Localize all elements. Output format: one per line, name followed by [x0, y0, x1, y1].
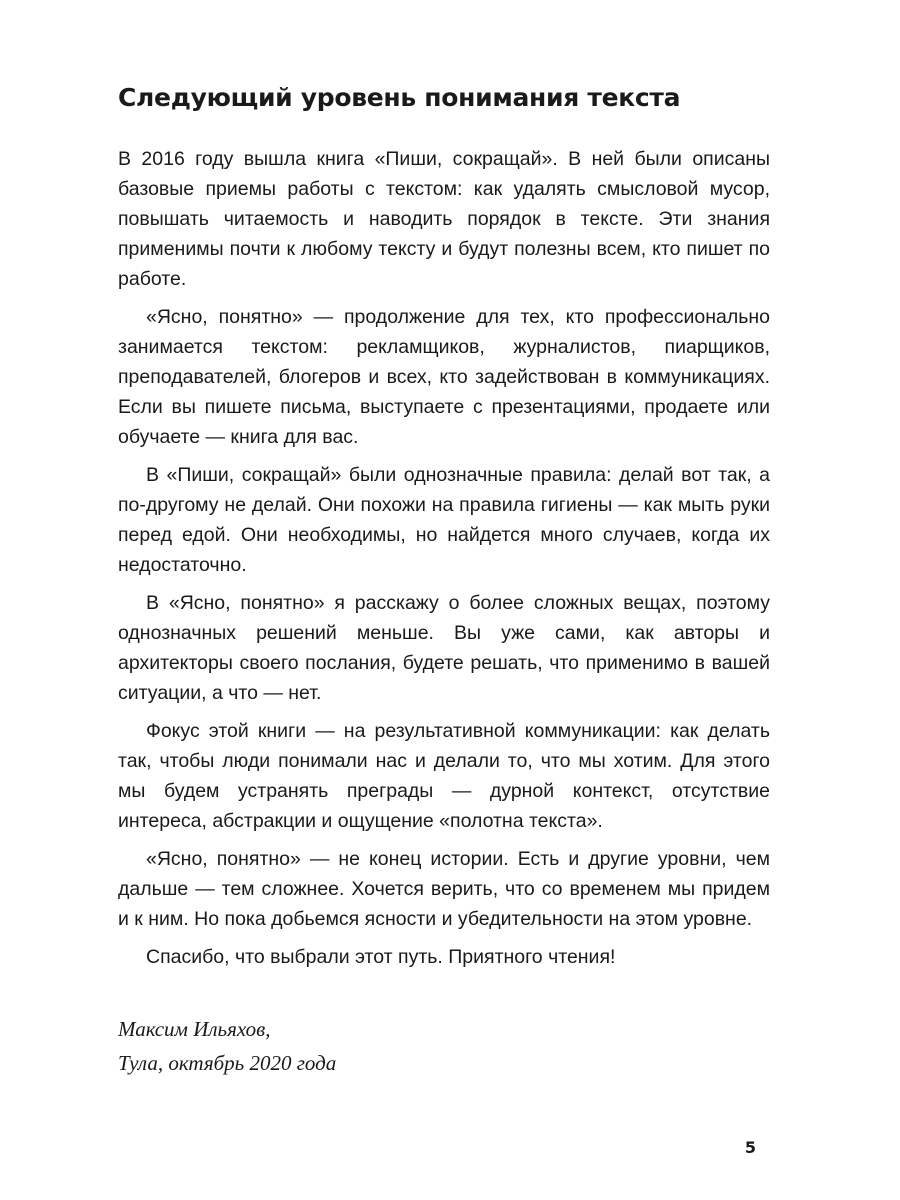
paragraph-3: В «Пиши, сокращай» были однозначные правила: делай вот так, а по-другому не делай. Они похожи на правила гигиены — как мыть руки перед едой. Они необходимы, но найдется много случаев, когда их недостаточно.	[118, 464, 770, 576]
page-number: 5	[744, 1138, 756, 1157]
paragraph-7: Спасибо, что выбрали этот путь. Приятного чтения!	[146, 946, 616, 968]
paragraph-2: «Ясно, понятно» — продолжение для тех, кто профессионально занимается текстом: рекламщиков, журналистов, пиарщиков, преподавателей, блогеров и всех, кто задействован в коммуникациях. Если вы пишете письма, выступаете с презентациями, продаете или обучаете — книга для вас.	[118, 306, 770, 448]
signature-author: Максим Ильяхов,	[118, 1017, 271, 1041]
paragraph-1: В 2016 году вышла книга «Пиши, сокращай». В ней были описаны базовые приемы работы с текстом: как удалять смысловой мусор, повышать читаемость и наводить порядок в тексте. Эти знания применимы почти к любому тексту и будут полезны всем, кто пишет по работе.	[118, 148, 770, 290]
paragraph-6: «Ясно, понятно» — не конец истории. Есть и другие уровни, чем дальше — тем сложнее. Хочется верить, что со временем мы придем и к ним. Но пока добьемся ясности и убедительности на этом уровне.	[118, 848, 770, 930]
page-title: Следующий уровень понимания текста	[118, 83, 681, 112]
paragraph-4: В «Ясно, понятно» я расскажу о более сложных вещах, поэтому однозначных решений меньше. Вы уже сами, как авторы и архитекторы своего послания, будете решать, что применимо в вашей ситуации, а что — нет.	[118, 592, 770, 704]
paragraph-5: Фокус этой книги — на результативной коммуникации: как делать так, чтобы люди понимали нас и делали то, что мы хотим. Для этого мы будем устранять преграды — дурной контекст, отсутствие интереса, абстракции и ощущение «полотна текста».	[118, 720, 770, 832]
body-text	[118, 144, 770, 972]
signature-place-date: Тула, октябрь 2020 года	[118, 1051, 337, 1075]
page-content	[118, 82, 770, 1080]
signature	[118, 1012, 770, 1080]
